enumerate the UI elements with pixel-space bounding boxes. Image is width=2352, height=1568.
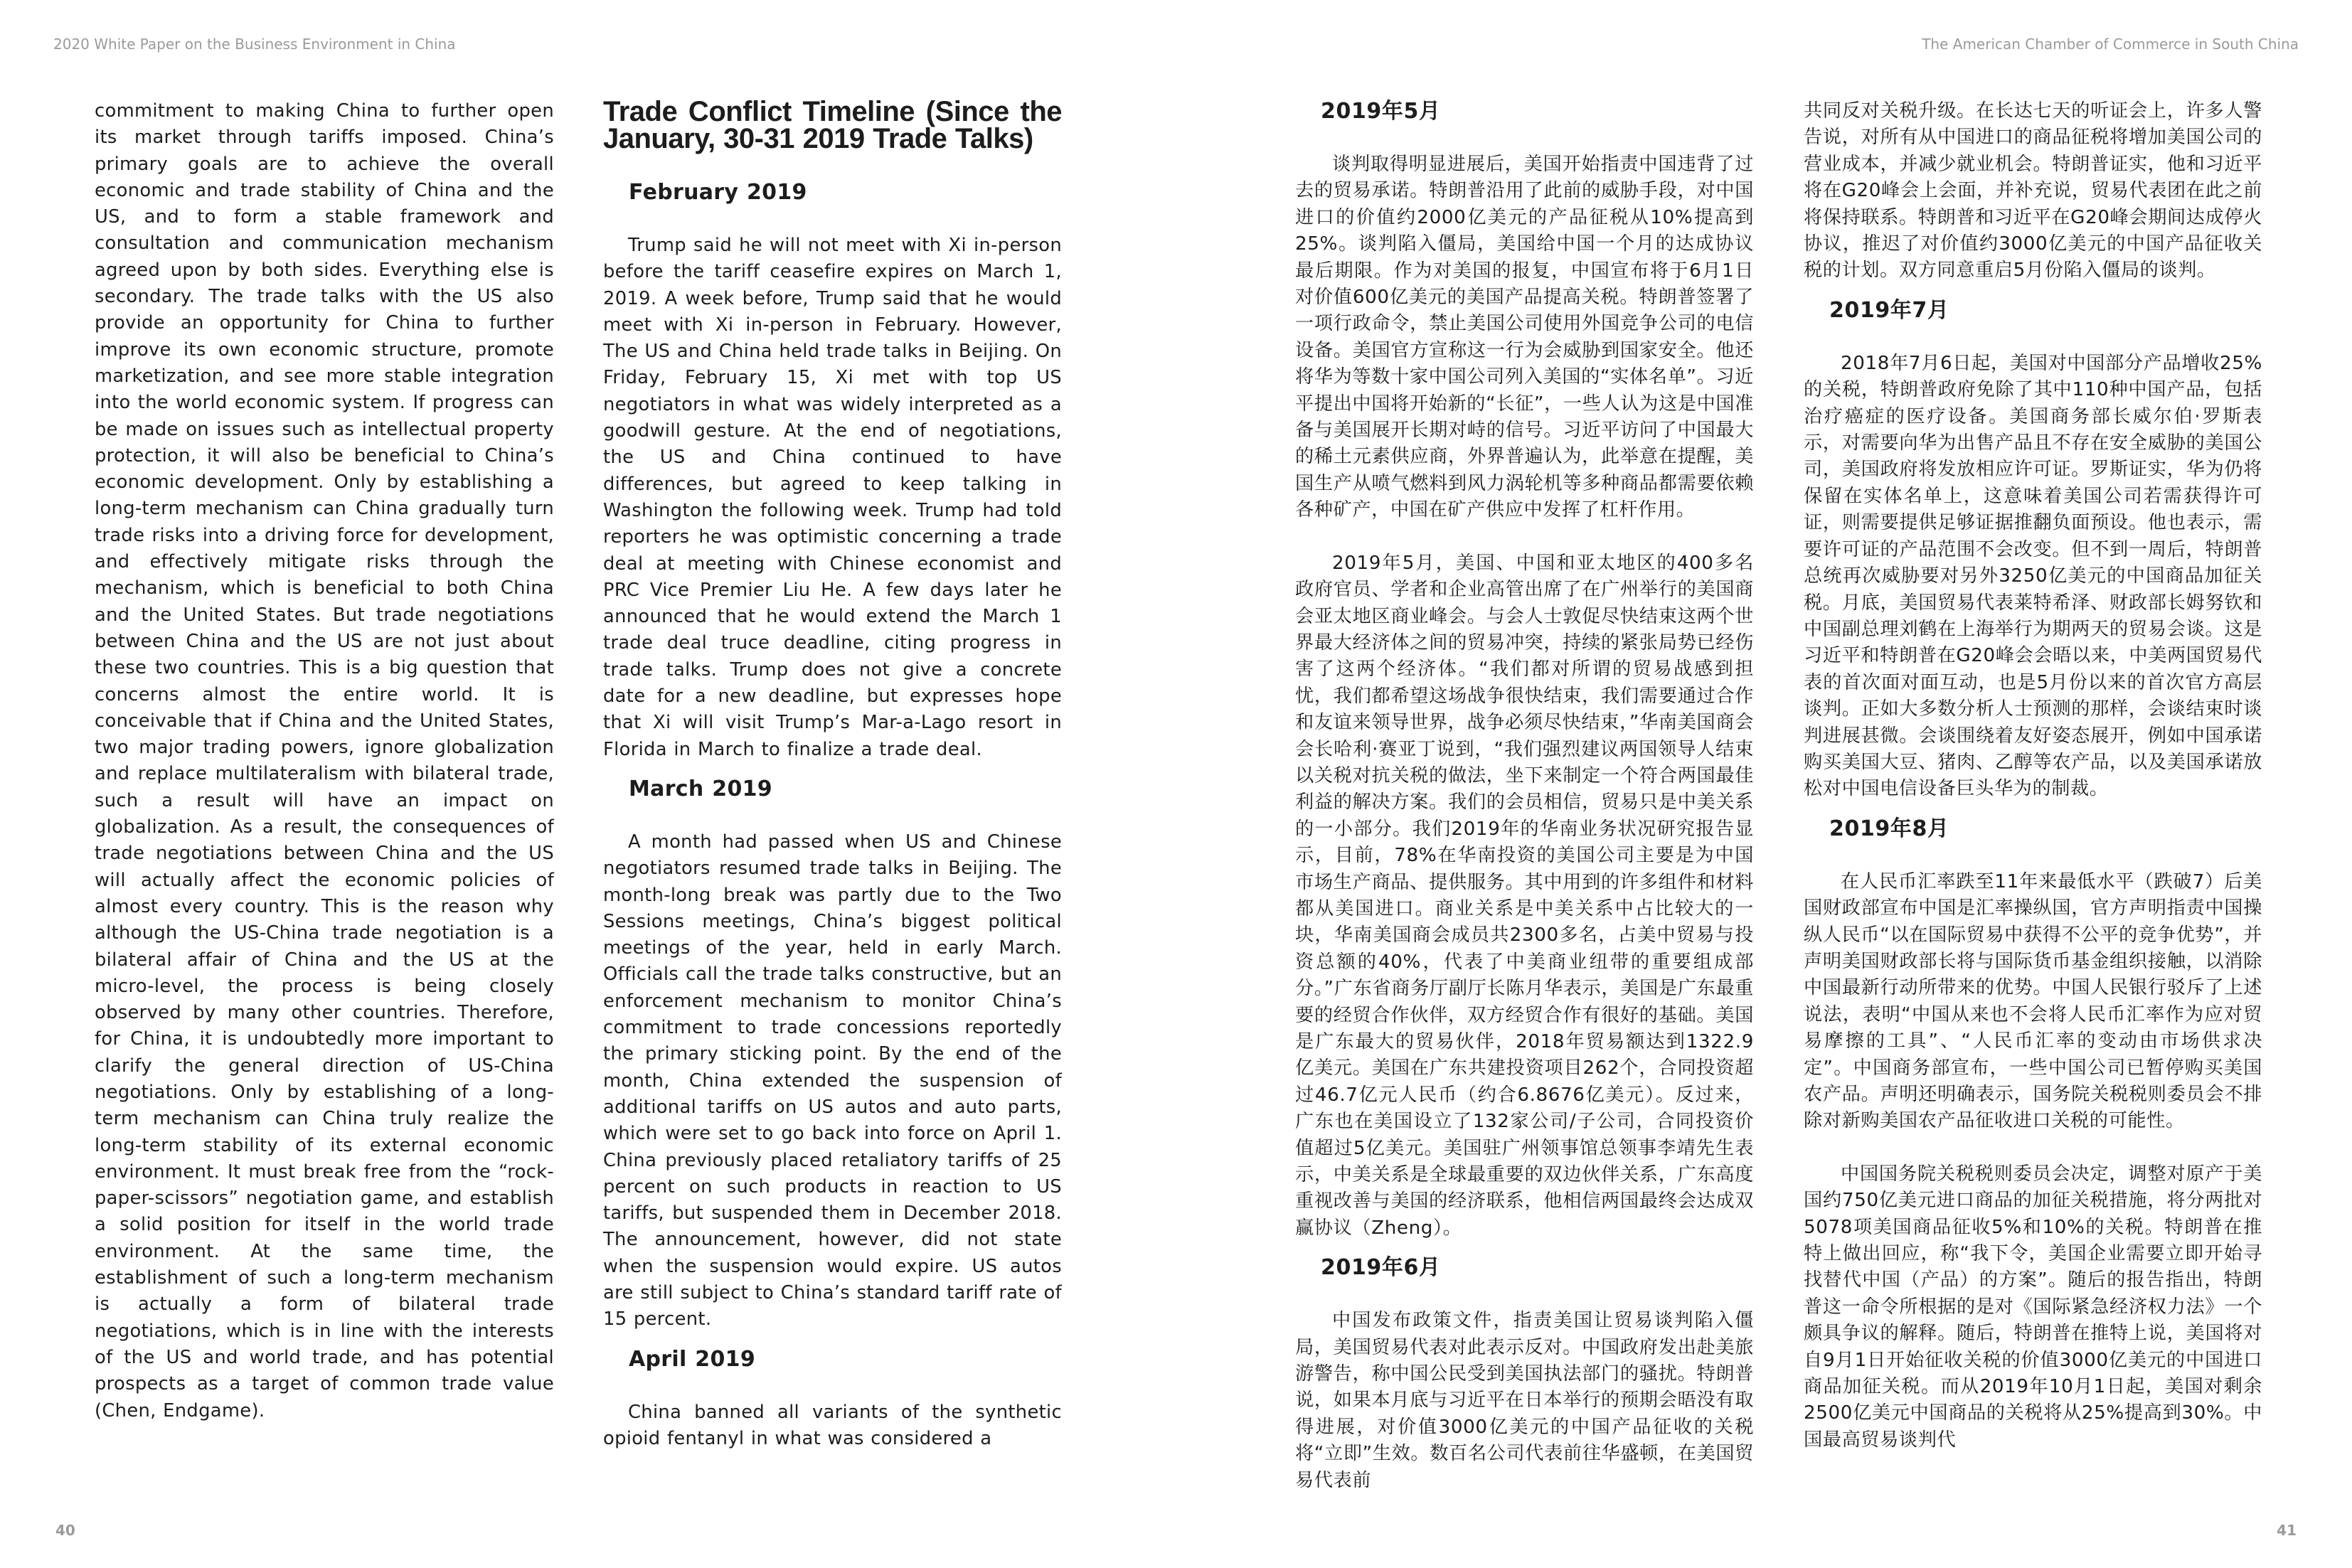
subheading-february-2019: February 2019 [629,180,807,205]
right-page-column-2 [1804,98,2262,1454]
subheading-2019-may: 2019年5月 [1321,99,1441,124]
body-paragraph: commitment to making China to further open its market through tariffs imposed. China’s primary goals are to achieve the overall economic and trade stability of China and the US, and to form a stable framework and consultation and communication mechanism agreed upon by both sides. Everything else is secondary. The trade talks with the US also provide an opportunity for China to further improve its own economic structure, promote marketization, and see more stable integration into the world economic system. If progress can be made on issues such as intellectual property protection, it will also be beneficial to China’s economic development. Only by establishing a long-term mechanism can China gradually turn trade risks into a driving force for development, and effectively mitigate risks through the mechanism, which is beneficial to both China and the United States. But trade negotiations between China and the US are not just about these two countries. This is a big question that concerns almost the entire world. It is conceivable that if China and the United States, two major trading powers, ignore globalization and replace multilateralism with bilateral trade, such a result will have an impact on globalization. As a result, the consequences of trade negotiations between China and the US will actually affect the economic policies of almost every country. This is the reason why although the US-China trade negotiation is a bilateral affair of China and the US at the micro-level, the process is being closely observed by many other countries. Therefore, for China, it is undoubtedly more important to clarify the general direction of US-China negotiations. Only by establishing of a long-term mechanism can China truly realize the long-term stability of its external economic environment. It must break free from the “rock-paper-scissors” negotiation game, and establish a solid position for itself in the world trade environment. At the same time, the establishment of such a long-term mechanism is actually a form of bilateral trade negotiations, which is in line with the interests of the US and world trade, and has potential prospects as a target of common trade value (Chen, Endgame). [95,100,554,1422]
body-paragraph: 共同反对关税升级。在长达七天的听证会上，许多人警告说，对所有从中国进口的商品征税将增加美国公司的营业成本，并减少就业机会。特朗普证实，他和习近平将在G20峰会上会面，并补充说，贸易代表团在此之前将保持联系。特朗普和习近平在G20峰会期间达成停火协议，推迟了对价值约3000亿美元的中国产品征收关税的计划。双方同意重启5月份陷入僵局的谈判。 [1804,100,2262,282]
running-header-left: 2020 White Paper on the Business Environment in China [53,36,456,53]
right-page-column-1 [1295,98,1754,1494]
body-paragraph: 2018年7月6日起，美国对中国部分产品增收25%的关税，特朗普政府免除了其中110种中国产品，包括治疗癌症的医疗设备。美国商务部长威尔伯·罗斯表示，对需要向华为出售产品且不存在安全威胁的美国公司，美国政府将发放相应许可证。罗斯证实，华为仍将保留在实体名单上，这意味着美国公司若需获得许可证，则需要提供足够证据推翻负面预设。他也表示，需要许可证的产品范围不会改变。但不到一周后，特朗普总统再次威胁要对另外3250亿美元的中国商品加征关税。月底，美国贸易代表莱特希泽、财政部长姆努钦和中国副总理刘鹤在上海举行为期两天的贸易会谈。这是习近平和特朗普在G20峰会会晤以来，中美两国贸易代表的首次面对面互动，也是5月份以来的首次官方高层谈判。正如大多数分析人士预测的那样，会谈结束时谈判进展甚微。会谈围绕着友好姿态展开，例如中国承诺购买美国大豆、猪肉、乙醇等农产品，以及美国承诺放松对中国电信设备巨头华为的制裁。 [1804,352,2262,800]
left-page-column-2 [603,98,1062,1452]
left-page-column-1 [95,98,554,1424]
body-paragraph: A month had passed when US and Chinese negotiators resumed trade talks in Beijing. The month-long break was partly due to the Two Sessions meetings, China’s biggest political meetings of the year, held in early March. Officials call the trade talks constructive, but an enforcement mechanism to monitor China’s commitment to trade concessions reportedly the primary sticking point. By the end of the month, China extended the suspension of additional tariffs on US autos and auto parts, which were set to go back into force on April 1. China previously placed retaliatory tariffs of 25 percent on such products in reaction to US tariffs, but suspended them in December 2018. The announcement, however, did not state when the suspension would expire. US autos are still subject to China’s standard tariff rate of 15 percent. [603,831,1062,1330]
body-paragraph: Trump said he will not meet with Xi in-person before the tariff ceasefire expires on March 1, 2019. A week before, Trump said that he would meet with Xi in-person in February. However, The US and China held trade talks in Beijing. On Friday, February 15, Xi met with top US negotiators in what was widely interpreted as a goodwill gesture. At the end of negotiations, the US and China continued to have differences, but agreed to keep talking in Washington the following week. Trump had told reporters he was optimistic concerning a trade deal at meeting with Chinese economist and PRC Vice Premier Liu He. A few days later he announced that he would extend the March 1 trade deal truce deadline, citing progress in trade talks. Trump does not give a concrete date for a new deadline, but expresses hope that Xi will visit Trump’s Mar-a-Lago resort in Florida in March to finalize a trade deal. [603,235,1062,760]
subheading-2019-august: 2019年8月 [1829,816,1949,841]
page-number-left: 40 [55,1522,75,1539]
running-header-right: The American Chamber of Commerce in South China [1922,36,2299,53]
body-paragraph: 中国国务院关税税则委员会决定，调整对原产于美国约750亿美元进口商品的加征关税措施，将分两批对5078项美国商品征收5%和10%的关税。特朗普在推特上做出回应，称“我下令，美国企业需要立即开始寻找替代中国（产品）的方案”。随后的报告指出，特朗普这一命令所根据的是对《国际紧急经济权力法》一个颇具争议的解释。随后，特朗普在推特上说，美国将对自9月1日开始征收关税的价值3000亿美元的中国进口商品加征关税。而从2019年10月1日起，美国对剩余2500亿美元中国商品的关税将从25%提高到30%。中国最高贸易谈判代 [1804,1163,2262,1451]
subheading-march-2019: March 2019 [629,776,772,801]
body-paragraph: 在人民币汇率跌至11年来最低水平（跌破7）后美国财政部宣布中国是汇率操纵国，官方声明指责中国操纵人民币“以在国际贸易中获得不公平的竞争优势”，并声明美国财政部长将与国际货币基金组织接触，以消除中国最新行动所带来的优势。中国人民银行驳斥了上述说法，表明“中国从来也不会将人民币汇率作为应对贸易摩擦的工具”、“人民币汇率的变动由市场供求决定”。中国商务部宣布，一些中国公司已暂停购买美国农产品。声明还明确表示，国务院关税税则委员会不排除对新购美国农产品征收进口关税的可能性。 [1804,870,2262,1132]
page-number-right: 41 [2277,1522,2297,1539]
body-paragraph: China banned all variants of the synthetic opioid fentanyl in what was considered a [603,1401,1062,1449]
body-paragraph: 中国发布政策文件，指责美国让贸易谈判陷入僵局，美国贸易代表对此表示反对。中国政府发出赴美旅游警告，称中国公民受到美国执法部门的骚扰。特朗普说，如果本月底与习近平在日本举行的预期会晤没有取得进展，对价值3000亿美元的中国产品征收的关税将“立即”生效。数百名公司代表前往华盛顿，在美国贸易代表前 [1295,1310,1754,1491]
body-paragraph: 2019年5月，美国、中国和亚太地区的400多名政府官员、学者和企业高管出席了在广州举行的美国商会亚太地区商业峰会。与会人士敦促尽快结束这两个世界最大经济体之间的贸易冲突，持续的紧张局势已经伤害了这两个经济体。“我们都对所谓的贸易战感到担忧，我们都希望这场战争很快结束，我们需要通过合作和友谊来领导世界，战争必须尽快结束，”华南美国商会会长哈利·赛亚丁说到，“我们强烈建议两国领导人结束以关税对抗关税的做法，坐下来制定一个符合两国最佳利益的解决方案。我们的会员相信，贸易只是中美关系的一小部分。我们2019年的华南业务状况研究报告显示，目前，78%在华南投资的美国公司主要是为中国市场生产商品、提供服务。其中用到的许多组件和材料都从美国进口。商业关系是中美关系中占比较大的一块，华南美国商会成员共2300多名，占美中贸易与投资总额的40%，代表了中美商业纽带的重要组成部分。”广东省商务厅副厅长陈月华表示，美国是广东最重要的经贸合作伙伴，双方经贸合作有很好的基础。美国是广东最大的贸易伙伴，2018年贸易额达到1322.9亿美元。美国在广东共建投资项目262个，合同投资超过46.7亿元人民币（约合6.8676亿美元）。反过来，广东也在美国设立了132家公司/子公司，合同投资价值超过5亿美元。美国驻广州领事馆总领事李靖先生表示，中美关系是全球最重要的双边伙伴关系，广东高度重视改善与美国的经济联系，他相信两国最终会达成双赢协议（Zheng）。 [1295,552,1754,1239]
section-title: Trade Conflict Timeline (Since the January, 30-31 2019 Trade Talks) [603,96,1062,154]
subheading-2019-july: 2019年7月 [1829,297,1949,323]
subheading-april-2019: April 2019 [629,1346,755,1372]
body-paragraph: 谈判取得明显进展后，美国开始指责中国违背了过去的贸易承诺。特朗普沿用了此前的威胁手段，对中国进口的价值约2000亿美元的产品征税从10%提高到25%。谈判陷入僵局，美国给中国一个月的达成协议最后期限。作为对美国的报复，中国宣布将于6月1日对价值600亿美元的美国产品提高关税。特朗普签署了一项行政命令，禁止美国公司使用外国竞争公司的电信设备。美国官方宣称这一行为会威胁到国家安全。他还将华为等数十家中国公司列入美国的“实体名单”。习近平提出中国将开始新的“长征”，一些人认为这是中国准备与美国展开长期对峙的信号。习近平访问了中国最大的稀土元素供应商，外界普遍认为，此举意在提醒，美国生产从喷气燃料到风力涡轮机等多种商品都需要依赖各种矿产，中国在矿产供应中发挥了杠杆作用。 [1295,154,1754,521]
subheading-2019-june: 2019年6月 [1321,1255,1441,1281]
